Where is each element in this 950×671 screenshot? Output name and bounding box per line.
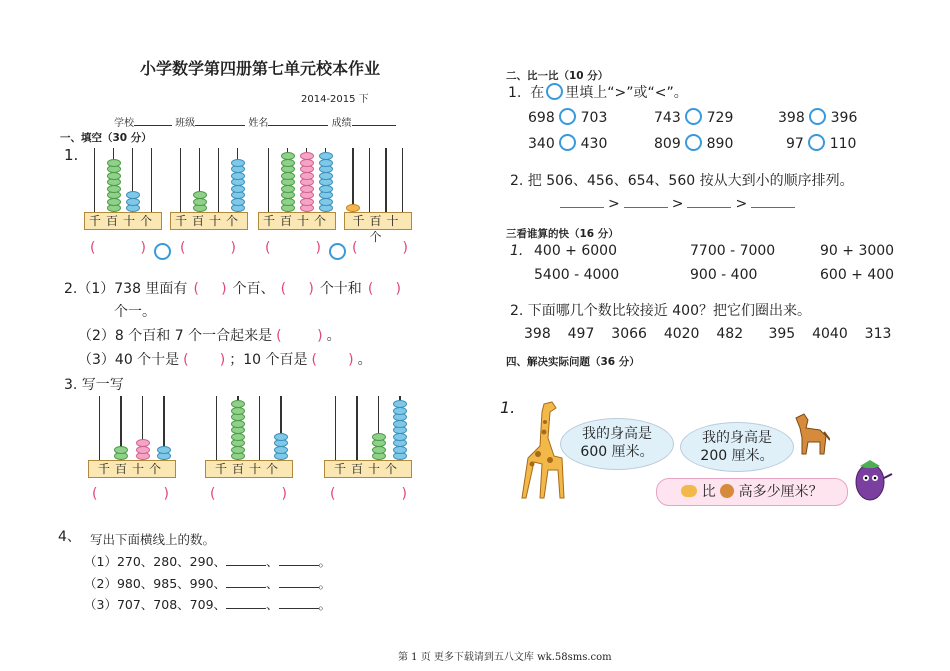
compare-circle[interactable] <box>559 134 576 151</box>
abacus-rod <box>151 148 153 212</box>
abacus-base: 千百十个 <box>344 212 412 230</box>
abacus-bead <box>157 446 171 454</box>
abacus-bead <box>274 433 288 441</box>
near-numbers: 398 497 3066 4020 482 395 4040 313 <box>524 326 892 342</box>
abacus-rod <box>216 396 218 460</box>
abacus-rod <box>268 148 270 212</box>
calc-row-1: 400 + 6000 7700 - 7000 90 + 3000 <box>534 243 895 259</box>
page-title: 小学数学第四册第七单元校本作业 <box>140 59 381 78</box>
abacus-rod <box>218 148 220 212</box>
giraffe-speech-bubble: 我的身高是 600 厘米。 <box>560 418 674 470</box>
q1-answer-row: ( ) <box>90 240 146 256</box>
compare-row-1: 698 703 743 729 398 396 <box>528 110 858 126</box>
abacus-rod <box>259 396 261 460</box>
abacus-base: 千百十个 <box>84 212 162 230</box>
abacus-bead <box>281 152 295 160</box>
abacus-rod <box>402 148 404 212</box>
near-question: 2. 下面哪几个数比较接近 400？把它们圈出来。 <box>510 303 811 319</box>
q2-2-line: （2）8 个百和 7 个一合起来是 ( ) 。 <box>78 328 341 344</box>
order-answer-line: > > > <box>556 196 799 212</box>
q2-1-line-2: 个一。 <box>114 304 156 320</box>
school-label: 学校 <box>114 118 134 129</box>
abacus-bead <box>393 400 407 408</box>
q3-title: 3. 写一写 <box>64 377 124 393</box>
compare-circle[interactable] <box>685 108 702 125</box>
calc-number: 1. <box>510 243 524 259</box>
abacus-bead <box>372 433 386 441</box>
abacus-base: 千百十个 <box>205 460 293 478</box>
horse-head-icon <box>720 484 734 498</box>
horse-illustration <box>790 410 830 458</box>
abacus-bead <box>126 191 140 199</box>
q4-number: 4、 <box>58 529 81 545</box>
q3-answer-1: ( ) <box>92 486 169 502</box>
abacus-rod <box>369 148 371 212</box>
abacus-rod <box>94 148 96 212</box>
problem-number: 1. <box>500 398 516 417</box>
abacus-rod <box>180 148 182 212</box>
question-bubble: 比 高多少厘米？ <box>656 478 848 506</box>
name-label: 姓名 <box>248 118 269 129</box>
abacus-bead <box>319 152 333 160</box>
q4-item-2: （2）980、985、990、 、 。 <box>84 576 332 591</box>
compare-circle[interactable] <box>685 134 702 151</box>
q1-answer-4: ( ) <box>352 240 408 256</box>
compare-row-2: 340 430 809 890 97 110 <box>528 136 857 152</box>
section-3-title: 三看谁算的快（16 分） <box>506 228 619 240</box>
q1-answer-3: ( ) <box>265 240 321 256</box>
page-footer: 第 1 页 更多下载请到五八文库 wk.58sms.com <box>398 652 612 663</box>
abacus-rod <box>352 148 354 212</box>
q3-answer-2: ( ) <box>210 486 287 502</box>
abacus-base: 千百十个 <box>324 460 412 478</box>
q1-number: 1. <box>64 146 79 164</box>
q4-item-1: （1）270、280、290、 、 。 <box>84 554 332 569</box>
compare-instruction: 1. 在 里填上“>”或“<”。 <box>508 85 688 101</box>
score-label: 成绩 <box>331 118 352 129</box>
section-1-title: 一、填空（30 分） <box>60 132 152 144</box>
section-4-title: 四、解决实际问题（36 分） <box>506 356 640 368</box>
abacus-bead <box>136 439 150 447</box>
calc-row-2: 5400 - 4000 900 - 400 600 + 400 <box>534 267 895 283</box>
abacus-bead <box>193 191 207 199</box>
abacus-bead <box>114 446 128 454</box>
q2-3-line: （3）40 个十是 ( ) ；10 个百是 ( ) 。 <box>78 352 372 368</box>
eggplant-character-illustration <box>848 448 896 504</box>
abacus-rod <box>356 396 358 460</box>
abacus-base: 千百十个 <box>170 212 248 230</box>
abacus-bead <box>107 159 121 167</box>
abacus-base: 千百十个 <box>88 460 176 478</box>
abacus-bead <box>346 204 360 212</box>
q1-answer-2: ( ) <box>180 240 236 256</box>
class-label: 班级 <box>175 118 196 129</box>
section-2-title: 二、比一比（10 分） <box>506 70 609 82</box>
school-year: 2014-2015 下 <box>301 94 369 105</box>
giraffe-head-icon <box>681 485 697 497</box>
compare-circle[interactable] <box>808 134 825 151</box>
abacus-bead <box>231 159 245 167</box>
info-line <box>114 114 396 129</box>
abacus-rod <box>335 396 337 460</box>
compare-circle[interactable] <box>809 108 826 125</box>
q2-1-line: 2.（1）738 里面有 ( ) 个百、 ( ) 个十和 ( ) <box>64 281 401 297</box>
compare-circle[interactable] <box>559 108 576 125</box>
q1-compare-circle-2[interactable] <box>329 242 346 261</box>
abacus-bead <box>231 400 245 408</box>
abacus-bead <box>300 152 314 160</box>
q3-answer-3: ( ) <box>330 486 407 502</box>
q4-item-3: （3）707、708、709、 、 。 <box>84 597 332 612</box>
q1-compare-circle-1[interactable] <box>154 242 171 261</box>
order-question: 2. 把 506、456、654、560 按从大到小的顺序排列。 <box>510 173 854 189</box>
abacus-rod <box>385 148 387 212</box>
abacus-rod <box>99 396 101 460</box>
abacus-base: 千百十个 <box>258 212 336 230</box>
horse-speech-bubble: 我的身高是 200 厘米。 <box>680 422 794 472</box>
q4-title: 写出下面横线上的数。 <box>90 532 216 547</box>
